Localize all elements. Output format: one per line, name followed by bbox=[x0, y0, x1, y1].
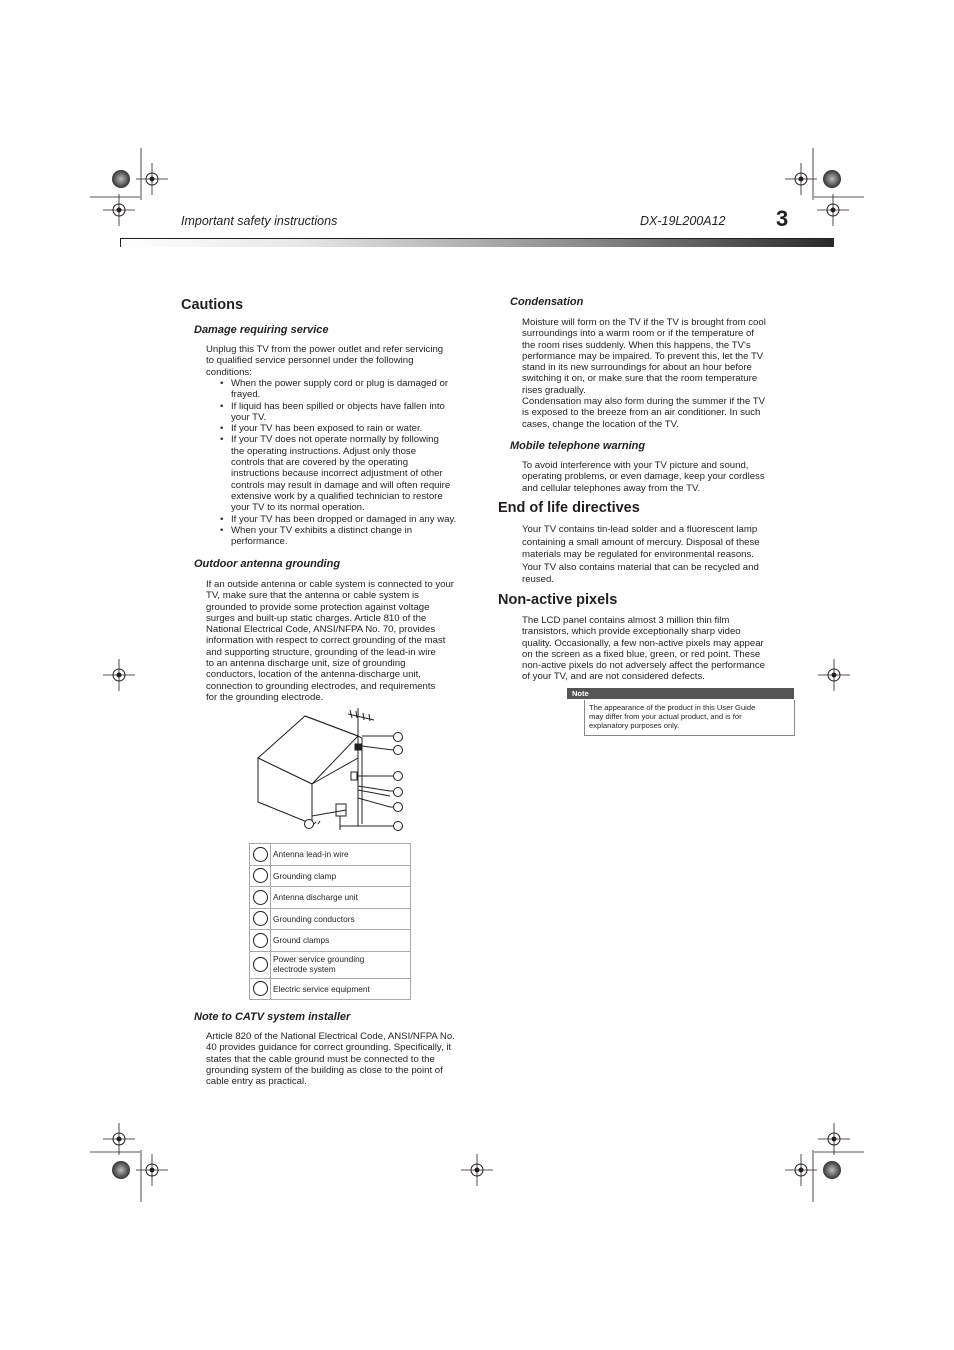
damage-heading: Damage requiring service bbox=[194, 324, 329, 336]
condensation-heading: Condensation bbox=[510, 296, 584, 308]
table-row: Antenna lead-in wire bbox=[250, 844, 411, 866]
note-text: The appearance of the product in this User Guide may differ from your actual product, and is for explanatory purposes only. bbox=[589, 703, 756, 730]
condensation-text: Moisture will form on the TV if the TV is brought from cool surroundings into a warm room or if the temperature of the room rises suddenly. When this happens, the TV's performance may be impaired. To prevent this, let the TV stand in its new surroundings for about an hour before switching it on, or make sure that the room temperature rises gradually. Condensation may also form during the summer if the TV is exposed to the breeze from an air conditioner. In such cases, change the location of the TV. bbox=[522, 317, 766, 430]
list-item: • When the power supply cord or plug is damaged or frayed. bbox=[220, 378, 485, 401]
damage-intro: Unplug this TV from the power outlet and refer servicing to qualified service personnel under the following conditions: bbox=[206, 344, 444, 378]
non-active-pixels-heading: Non-active pixels bbox=[498, 592, 618, 608]
header-rule bbox=[120, 238, 834, 247]
callout-circle-icon bbox=[253, 933, 268, 948]
table-row: Electric service equipment bbox=[250, 978, 411, 1000]
diagram-legend-table bbox=[249, 843, 411, 1000]
mobile-text: To avoid interference with your TV picture and sound, operating problems, or even damage, keep your cordless and cellular telephones away from the TV. bbox=[522, 460, 765, 494]
callout-circle-icon bbox=[253, 847, 268, 862]
antenna-heading: Outdoor antenna grounding bbox=[194, 558, 341, 570]
header-model: DX-19L200A12 bbox=[640, 214, 726, 228]
table-row: Antenna discharge unit bbox=[250, 887, 411, 909]
non-active-pixels-text: The LCD panel contains almost 3 million thin film transistors, which provide exceptionally sharp video quality. Occasionally, a few non-active pixels may appear on the screen as a fixed blue, green, or red point. These non-active pixels do not adversely affect the performance of your TV, and are not considered defects. bbox=[522, 615, 766, 683]
list-item: • If liquid has been spilled or objects have fallen into your TV. bbox=[220, 401, 485, 424]
antenna-grounding-diagram bbox=[250, 706, 415, 836]
page-number: 3 bbox=[776, 206, 789, 231]
callout-circle-icon bbox=[253, 868, 268, 883]
table-row: Ground clamps bbox=[250, 930, 411, 952]
catv-text: Article 820 of the National Electrical Code, ANSI/NFPA No. 40 provides guidance for correct grounding. Specifically, it states that the cable ground must be connected to the grounding system of the building as close to the point of cable entry as practical. bbox=[206, 1031, 455, 1088]
list-item: • If your TV does not operate normally by following the operating instructions. Adjust only those controls that are covered by the operating instructions because incorrect adjustment of other controls may result in damage and will often require extensive work by a qualified technician to restore your TV to its normal operation. bbox=[220, 434, 485, 513]
table-row: Power service grounding electrode system bbox=[250, 951, 411, 978]
callout-circle-icon bbox=[253, 957, 268, 972]
list-item: • If your TV has been exposed to rain or water. bbox=[220, 423, 485, 434]
end-of-life-text: Your TV contains tin-lead solder and a fluorescent lamp containing a small amount of mercury. Disposal of these materials may be regulated for environmental reasons. Your TV also contains material that can be recycled and reused. bbox=[522, 524, 760, 586]
callout-circle-icon bbox=[253, 890, 268, 905]
end-of-life-heading: End of life directives bbox=[498, 500, 640, 516]
table-row: Grounding conductors bbox=[250, 908, 411, 930]
damage-list bbox=[220, 378, 485, 547]
header-section-title: Important safety instructions bbox=[181, 214, 338, 228]
callout-circle-icon bbox=[253, 911, 268, 926]
table-row: Grounding clamp bbox=[250, 865, 411, 887]
mobile-heading: Mobile telephone warning bbox=[510, 440, 646, 452]
note-label: Note bbox=[567, 688, 794, 699]
list-item: • When your TV exhibits a distinct change in performance. bbox=[220, 525, 485, 548]
cautions-heading: Cautions bbox=[181, 297, 244, 313]
callout-circle-icon bbox=[253, 981, 268, 996]
antenna-text: If an outside antenna or cable system is connected to your TV, make sure that the antenna or cable system is grounded to provide some protection against voltage surges and built-up static charges. Article 810 of the National Electrical Code, ANSI/NFPA No. 70, provides information with respect to correct grounding of the mast and supporting structure, grounding of the lead-in wire to an antenna discharge unit, size of grounding conductors, location of the antenna-discharge unit, connection to grounding electrodes, and requirements for the grounding electrode. bbox=[206, 579, 454, 703]
catv-heading: Note to CATV system installer bbox=[194, 1011, 351, 1023]
list-item: • If your TV has been dropped or damaged in any way. bbox=[220, 514, 485, 525]
